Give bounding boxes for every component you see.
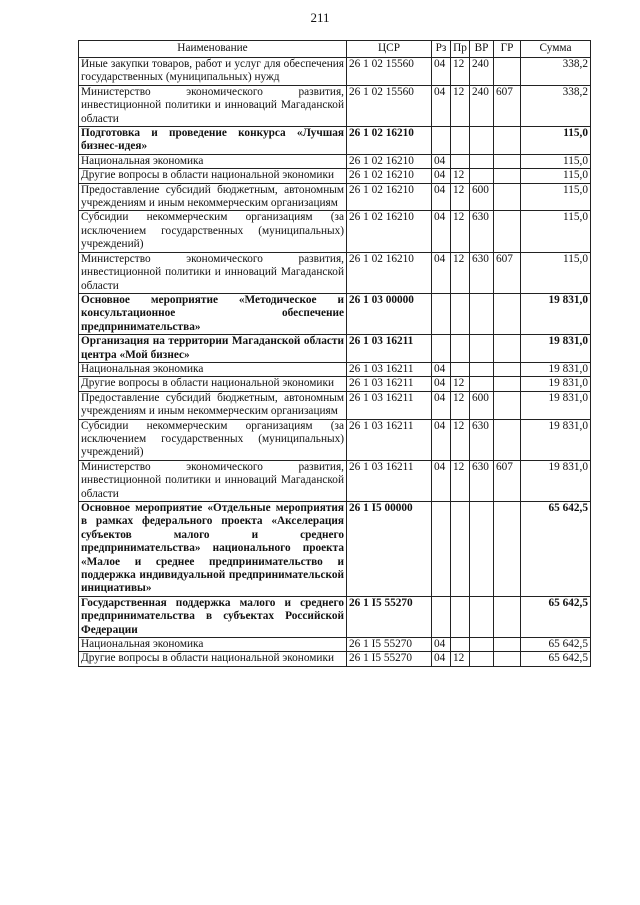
- cell-csr: 26 1 I5 55270: [347, 638, 432, 652]
- cell-rz: [432, 502, 451, 597]
- cell-gr: [494, 638, 521, 652]
- cell-name: Основное мероприятие «Отдельные мероприятия в рамках федерального проекта «Акселерация субъектов малого и среднего предпринимательства» национального проекта «Малое и среднее предпринимательство и поддержка индивидуальной предпринимательской инициативы»: [79, 502, 347, 597]
- cell-vr: [470, 502, 494, 597]
- cell-csr: 26 1 02 15560: [347, 85, 432, 126]
- cell-csr: 26 1 03 16211: [347, 335, 432, 363]
- cell-vr: [470, 638, 494, 652]
- page-number: 211: [310, 10, 330, 25]
- cell-vr: 630: [470, 252, 494, 293]
- table-header-row: [79, 41, 591, 58]
- cell-rz: [432, 293, 451, 334]
- table-row: [79, 169, 591, 183]
- table-row: [79, 85, 591, 126]
- cell-csr: 26 1 02 16210: [347, 211, 432, 252]
- cell-pr: [451, 502, 470, 597]
- cell-rz: 04: [432, 183, 451, 211]
- cell-vr: [470, 362, 494, 376]
- cell-rz: 04: [432, 391, 451, 419]
- cell-sum: 19 831,0: [521, 419, 591, 460]
- cell-rz: 04: [432, 58, 451, 86]
- cell-pr: 12: [451, 169, 470, 183]
- header-name: Наименование: [79, 41, 347, 58]
- cell-rz: 04: [432, 460, 451, 501]
- cell-rz: 04: [432, 211, 451, 252]
- cell-pr: 12: [451, 391, 470, 419]
- cell-name: Министерство экономического развития, инвестиционной политики и инноваций Магаданской области: [79, 460, 347, 501]
- cell-sum: 19 831,0: [521, 377, 591, 391]
- cell-name: Предоставление субсидий бюджетным, автономным учреждениям и иным некоммерческим организациям: [79, 183, 347, 211]
- table-row: [79, 652, 591, 666]
- cell-sum: 65 642,5: [521, 596, 591, 637]
- table-row: [79, 154, 591, 168]
- cell-name: Иные закупки товаров, работ и услуг для обеспечения государственных (муниципальных) нужд: [79, 58, 347, 86]
- cell-pr: 12: [451, 652, 470, 666]
- cell-sum: 65 642,5: [521, 502, 591, 597]
- cell-pr: [451, 293, 470, 334]
- table-row: [79, 362, 591, 376]
- cell-rz: 04: [432, 362, 451, 376]
- cell-rz: 04: [432, 638, 451, 652]
- cell-vr: 600: [470, 183, 494, 211]
- cell-csr: 26 1 03 16211: [347, 460, 432, 501]
- cell-pr: 12: [451, 460, 470, 501]
- cell-pr: 12: [451, 85, 470, 126]
- cell-pr: [451, 335, 470, 363]
- cell-vr: [470, 293, 494, 334]
- cell-rz: 04: [432, 252, 451, 293]
- table-row: [79, 596, 591, 637]
- cell-pr: [451, 362, 470, 376]
- cell-csr: 26 1 03 00000: [347, 293, 432, 334]
- cell-rz: 04: [432, 85, 451, 126]
- cell-gr: [494, 335, 521, 363]
- cell-pr: 12: [451, 419, 470, 460]
- cell-vr: [470, 127, 494, 155]
- cell-name: Государственная поддержка малого и среднего предпринимательства в субъектах Российской Федерации: [79, 596, 347, 637]
- cell-gr: [494, 211, 521, 252]
- table-row: [79, 127, 591, 155]
- cell-gr: [494, 391, 521, 419]
- cell-pr: 12: [451, 183, 470, 211]
- cell-pr: 12: [451, 58, 470, 86]
- cell-gr: [494, 58, 521, 86]
- cell-vr: 600: [470, 391, 494, 419]
- cell-vr: [470, 169, 494, 183]
- cell-name: Подготовка и проведение конкурса «Лучшая бизнес-идея»: [79, 127, 347, 155]
- cell-name: Предоставление субсидий бюджетным, автономным учреждениям и иным некоммерческим организациям: [79, 391, 347, 419]
- header-gr: ГР: [494, 41, 521, 58]
- cell-vr: [470, 154, 494, 168]
- cell-sum: 19 831,0: [521, 362, 591, 376]
- cell-vr: [470, 652, 494, 666]
- cell-name: Другие вопросы в области национальной экономики: [79, 377, 347, 391]
- cell-csr: 26 1 03 16211: [347, 391, 432, 419]
- table-row: [79, 335, 591, 363]
- table-row: [79, 183, 591, 211]
- cell-name: Национальная экономика: [79, 362, 347, 376]
- cell-csr: 26 1 I5 55270: [347, 652, 432, 666]
- cell-csr: 26 1 02 16210: [347, 252, 432, 293]
- table-row: [79, 293, 591, 334]
- header-rz: Рз: [432, 41, 451, 58]
- table-row: [79, 502, 591, 597]
- cell-pr: [451, 127, 470, 155]
- cell-name: Другие вопросы в области национальной экономики: [79, 169, 347, 183]
- cell-name: Субсидии некоммерческим организациям (за исключением государственных (муниципальных) учреждений): [79, 211, 347, 252]
- cell-csr: 26 1 02 15560: [347, 58, 432, 86]
- cell-vr: 240: [470, 85, 494, 126]
- cell-rz: 04: [432, 154, 451, 168]
- cell-sum: 115,0: [521, 154, 591, 168]
- cell-name: Организация на территории Магаданской области центра «Мой бизнес»: [79, 335, 347, 363]
- budget-table: [78, 40, 591, 667]
- cell-sum: 65 642,5: [521, 652, 591, 666]
- cell-pr: [451, 154, 470, 168]
- header-sum: Сумма: [521, 41, 591, 58]
- cell-csr: 26 1 02 16210: [347, 169, 432, 183]
- cell-csr: 26 1 03 16211: [347, 377, 432, 391]
- cell-gr: [494, 183, 521, 211]
- cell-pr: 12: [451, 211, 470, 252]
- cell-gr: [494, 502, 521, 597]
- cell-sum: 19 831,0: [521, 293, 591, 334]
- cell-sum: 115,0: [521, 211, 591, 252]
- cell-rz: [432, 335, 451, 363]
- cell-sum: 338,2: [521, 58, 591, 86]
- cell-pr: 12: [451, 252, 470, 293]
- cell-csr: 26 1 02 16210: [347, 183, 432, 211]
- cell-sum: 19 831,0: [521, 460, 591, 501]
- cell-gr: [494, 652, 521, 666]
- cell-name: Другие вопросы в области национальной экономики: [79, 652, 347, 666]
- cell-pr: [451, 596, 470, 637]
- cell-gr: [494, 169, 521, 183]
- cell-gr: [494, 377, 521, 391]
- cell-sum: 338,2: [521, 85, 591, 126]
- cell-sum: 115,0: [521, 252, 591, 293]
- cell-rz: 04: [432, 377, 451, 391]
- cell-rz: 04: [432, 419, 451, 460]
- cell-sum: 65 642,5: [521, 638, 591, 652]
- cell-sum: 115,0: [521, 183, 591, 211]
- cell-sum: 115,0: [521, 127, 591, 155]
- table-row: [79, 391, 591, 419]
- cell-pr: [451, 638, 470, 652]
- cell-pr: 12: [451, 377, 470, 391]
- cell-vr: 630: [470, 211, 494, 252]
- header-csr: ЦСР: [347, 41, 432, 58]
- cell-gr: [494, 127, 521, 155]
- cell-name: Основное мероприятие «Методическое и консультационное обеспечение предпринимательства»: [79, 293, 347, 334]
- cell-name: Субсидии некоммерческим организациям (за исключением государственных (муниципальных) учреждений): [79, 419, 347, 460]
- cell-gr: 607: [494, 252, 521, 293]
- cell-name: Национальная экономика: [79, 154, 347, 168]
- cell-name: Национальная экономика: [79, 638, 347, 652]
- cell-vr: [470, 377, 494, 391]
- table-row: [79, 638, 591, 652]
- cell-rz: 04: [432, 652, 451, 666]
- table-row: [79, 252, 591, 293]
- cell-name: Министерство экономического развития, инвестиционной политики и инноваций Магаданской области: [79, 252, 347, 293]
- table-row: [79, 419, 591, 460]
- cell-rz: [432, 127, 451, 155]
- cell-csr: 26 1 I5 55270: [347, 596, 432, 637]
- table-row: [79, 377, 591, 391]
- cell-gr: [494, 154, 521, 168]
- cell-sum: 19 831,0: [521, 391, 591, 419]
- cell-sum: 115,0: [521, 169, 591, 183]
- table-row: [79, 460, 591, 501]
- cell-csr: 26 1 02 16210: [347, 127, 432, 155]
- header-pr: Пр: [451, 41, 470, 58]
- cell-csr: 26 1 03 16211: [347, 419, 432, 460]
- cell-gr: [494, 596, 521, 637]
- cell-name: Министерство экономического развития, инвестиционной политики и инноваций Магаданской области: [79, 85, 347, 126]
- cell-vr: [470, 335, 494, 363]
- table-row: [79, 58, 591, 86]
- cell-csr: 26 1 I5 00000: [347, 502, 432, 597]
- cell-sum: 19 831,0: [521, 335, 591, 363]
- cell-csr: 26 1 03 16211: [347, 362, 432, 376]
- cell-rz: 04: [432, 169, 451, 183]
- cell-gr: [494, 362, 521, 376]
- cell-vr: 240: [470, 58, 494, 86]
- table-row: [79, 211, 591, 252]
- cell-vr: [470, 596, 494, 637]
- cell-gr: 607: [494, 85, 521, 126]
- cell-vr: 630: [470, 419, 494, 460]
- cell-gr: 607: [494, 460, 521, 501]
- cell-csr: 26 1 02 16210: [347, 154, 432, 168]
- cell-rz: [432, 596, 451, 637]
- cell-vr: 630: [470, 460, 494, 501]
- cell-gr: [494, 293, 521, 334]
- header-vr: ВР: [470, 41, 494, 58]
- cell-gr: [494, 419, 521, 460]
